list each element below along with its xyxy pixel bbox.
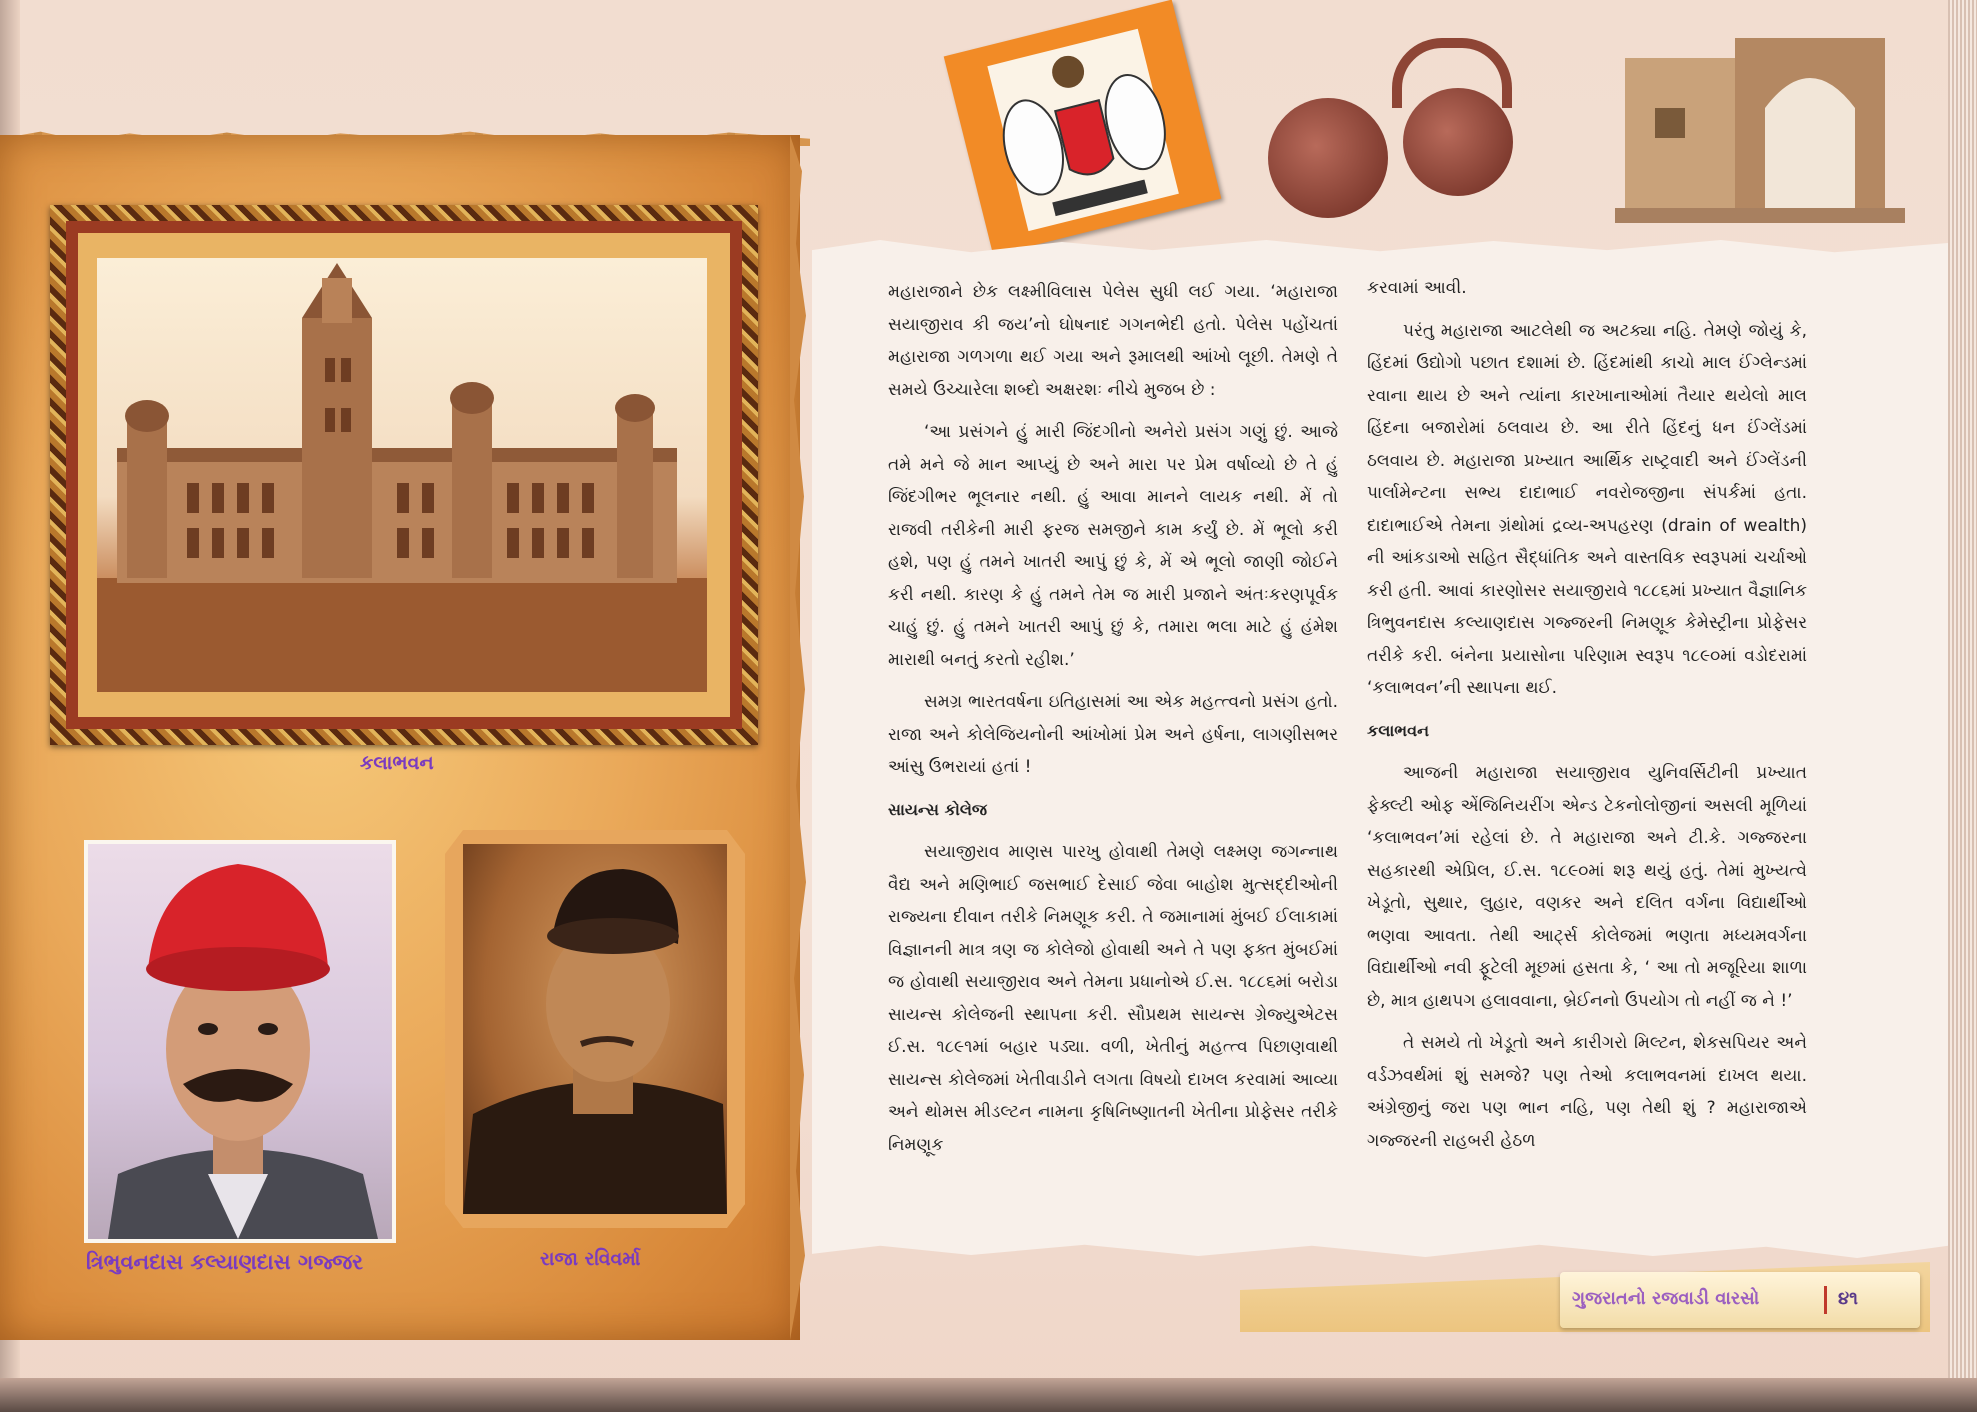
kalabhavan-caption: કલાભવન [360,752,434,774]
paragraph: કરવામાં આવી. [1367,278,1467,298]
text-column-2 [1367,272,1807,1167]
footer-separator [1824,1286,1827,1314]
section-heading-science-college: સાયન્સ કોલેજ [888,799,988,819]
bottom-shadow [0,1378,1977,1412]
kalabhavan-photo [97,258,707,692]
gajjar-portrait-illustration [88,844,392,1239]
historic-gate-photo [1615,18,1905,223]
old-coin-image [1268,98,1388,218]
paragraph: પરંતુ મહારાજા આટલેથી જ અટક્યા નહિ. તેમણે જોયું કે, હિંદમાં ઉદ્યોગો પછાત દશામાં છે. હિંદમાંથી કાચો માલ ઈંગ્લેન્ડમાં રવાના થાય છે અને ત્યાંના કારખાનાઓમાં તૈયાર થયેલો માલ હિંદના બજારોમાં ઠલવાય છે. આ રીતે હિંદનું ધન ઈંગ્લેંડમાં ઠલવાય છે. મહારાજા પ્રખ્યાત આર્થિક રાષ્ટ્રવાદી અને ઈંગ્લેંડની પાર્લામેન્ટના સભ્ય દાદાભાઈ નવરોજજીના સંપર્કમાં હતા. દાદાભાઈએ તેમના ગ્રંથોમાં દ્રવ્ય-અપહરણ (drain of wealth) ની આંકડાઓ સહિત સૈદ્ધાંતિક અને વાસ્તવિક સ્વરૂપમાં ચર્ચાઓ કરી હતી. આવાં કારણોસર સયાજીરાવે ૧૮૮૬માં પ્રખ્યાત વૈજ્ઞાનિક ત્રિભુવનદાસ કલ્યાણદાસ ગજ્જરની નિમણૂક કેમેસ્ટ્રીના પ્રોફેસર તરીકે કરી. બંનેના પ્રયાસોના પરિણામ સ્વરૂપ ૧૮૯૦માં વડોદરામાં ‘કલાભવન’ની સ્થાપના થઈ. [1367,320,1807,698]
ravi-varma-caption: રાજા રવિવર્મા [540,1248,641,1270]
gate-illustration [1615,18,1905,223]
text-column-1 [888,276,1338,1171]
gajjar-caption: ત્રિભુવનદાસ કલ્યાણદાસ ગજ્જર [86,1250,364,1274]
ravi-varma-portrait-illustration [463,844,727,1214]
page-edges [1948,0,1977,1412]
paragraph: તે સમયે તો ખેડૂતો અને કારીગરો મિલ્ટન, શેકસપિયર અને વર્ડઝવર્થમાં શું સમજે? પણ તેઓ કલાભવનમાં દાખલ થયા. અંગ્રેજીનું જરા પણ ભાન નહિ, પણ તેથી શું ? મહારાજાએ ગજ્જરની રાહબરી હેઠળ [1367,1033,1807,1151]
paragraph: આજની મહારાજા સયાજીરાવ યુનિવર્સિટીની પ્રખ્યાત ફેક્લ્ટી ઓફ એંજિનિયરીંગ એન્ડ ટેકનોલોજીનાં અસલી મૂળિયાં ‘કલાભવન’માં રહેલાં છે. તે મહારાજા અને ટી.કે. ગજ્જરના સહકારથી એપ્રિલ, ઈ.સ. ૧૮૯૦માં શરૂ થયું હતું. તેમાં મુખ્યત્વે ખેડૂતો, સુથાર, લુહાર, વણકર અને દલિત વર્ગના વિદ્યાર્થીઓ ભણવા આવતા. તેથી આર્ટ્સ કોલેજમાં ભણતા મધ્યમવર્ગના વિદ્યાર્થીઓ નવી ફૂટેલી મૂછમાં હસતા કે, ‘ આ તો મજૂરિયા શાળા છે, માત્ર હાથપગ હલાવવાના, બ્રેઈનનો ઉપયોગ તો નહીં જ ને !’ [1367,763,1807,1011]
paragraph: સમગ્ર ભારતવર્ષના ઇતિહાસમાં આ એક મહત્ત્વનો પ્રસંગ હતો. રાજા અને કોલેજિયનોની આંખોમાં પ્રેમ અને હર્ષના, લાગણીસભર આંસુ ઉભરાયાં હતાં ! [888,692,1338,777]
page-number: ૪૧ [1838,1288,1858,1309]
paragraph: સયાજીરાવ માણસ પારખુ હોવાથી તેમણે લક્ષ્મણ જગન્નાથ વૈદ્ય અને મણિભાઈ જસભાઈ દેસાઈ જેવા બાહોશ મુત્સદ્દીઓની રાજ્યના દીવાન તરીકે નિમણૂક કરી. તે જમાનામાં મુંબઈ ઈલાકામાં વિજ્ઞાનની માત્ર ત્રણ જ કોલેજો હોવાથી અને તે પણ ફક્ત મુંબઈમાં જ હોવાથી સયાજીરાવ અને તેમના પ્રધાનોએ ઈ.સ. ૧૮૮૬માં બરોડા સાયન્સ કોલેજની સ્થાપના કરી. સૌપ્રથમ સાયન્સ ગ્રેજ્યુએટસ ઈ.સ. ૧૮૯૧માં બહાર પડ્યા. વળી, ખેતીનું મહત્ત્વ પિછાણવાથી સાયન્સ કોલેજમાં ખેતીવાડીને લગતા વિષયો દાખલ કરવામાં આવ્યા અને થોમસ મીડલ્ટન નામના કૃષિનિષ્ણાતની ખેતીના પ્રોફેસર તરીકે નિમણૂક [888,842,1338,1155]
paragraph: મહારાજાને છેક લક્ષ્મીવિલાસ પેલેસ સુધી લઈ ગયા. ‘મહારાજા સયાજીરાવ કી જય’નો ઘોષનાદ ગગનભેદી હતો. પેલેસ પહોંચતાં મહારાજા ગળગળા થઈ ગયા અને રૂમાલથી આંખો લૂછી. તેમણે તે સમયે ઉચ્ચારેલા શબ્દો અક્ષરશઃ નીચે મુજબ છે : [888,282,1338,400]
ravi-varma-portrait-frame [445,830,745,1228]
ravi-varma-portrait [463,844,727,1214]
section-heading-kalabhavan: કલાભવન [1367,720,1430,740]
paragraph-quote: ‘આ પ્રસંગને હું મારી જિંદગીનો અનેરો પ્રસંગ ગણું છું. આજે તમે મને જે માન આપ્યું છે અને મારા પર પ્રેમ વર્ષાવ્યો છે તે હું જિંદગીભર ભૂલનાર નથી. હું આવા માનને લાયક નથી. મેં તો રાજવી તરીકેની મારી ફરજ સમજીને કામ કર્યું છે. મેં ભૂલો કરી હશે, પણ હું તમને ખાતરી આપું છું કે, મેં એ ભૂલો જાણી જોઈને કરી નથી. કારણ કે હું તમને તેમ જ મારી પ્રજાને અંતઃકરણપૂર્વક ચાહું છું. હું તમને ખાતરી આપું છું કે, તમારા ભલા માટે હું હંમેશ મારાથી બનતું કરતો રહીશ.’ [888,422,1338,670]
medal-image [1403,88,1513,196]
gajjar-portrait [84,840,396,1243]
book-title: ગુજરાતનો રજવાડી વારસો [1572,1288,1760,1309]
kalabhavan-building-illustration [97,258,707,692]
